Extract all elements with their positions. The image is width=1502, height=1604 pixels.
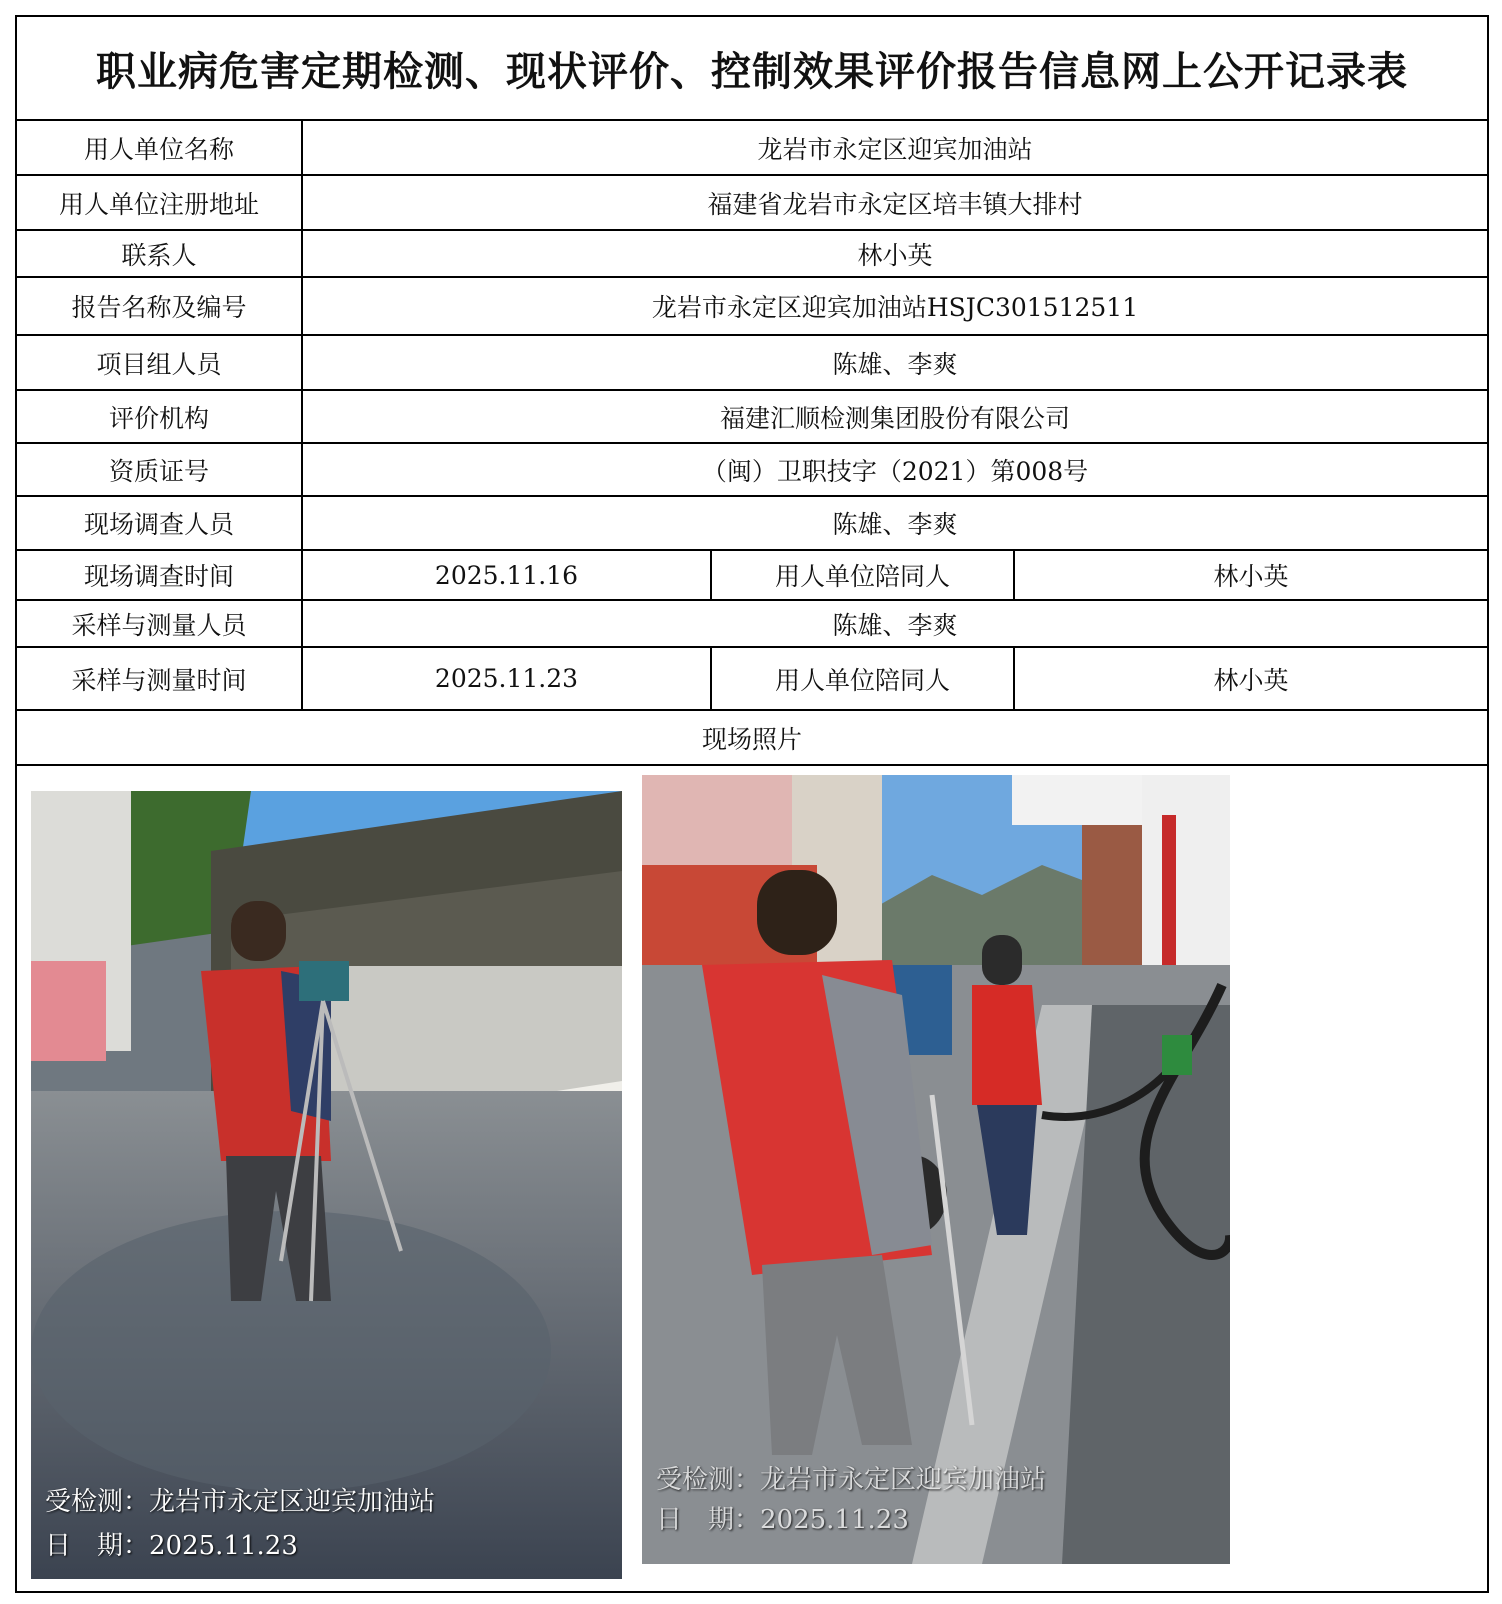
value-sampling-escort: 林小英	[1014, 647, 1487, 710]
row-survey-staff	[17, 496, 1487, 550]
row-sampling-time	[17, 647, 1487, 710]
page-title: 职业病危害定期检测、现状评价、控制效果评价报告信息网上公开记录表	[17, 17, 1487, 121]
value-survey-escort: 林小英	[1014, 550, 1487, 600]
photo-left-subject: 受检测：龙岩市永定区迎宾加油站	[45, 1487, 436, 1517]
value-contact: 林小英	[302, 230, 1487, 277]
row-employer-address	[17, 175, 1487, 230]
photo-right-subject: 受检测：龙岩市永定区迎宾加油站	[656, 1465, 1047, 1495]
value-qualification: （闽）卫职技字（2021）第008号	[302, 443, 1487, 496]
row-report	[17, 277, 1487, 335]
photos-heading: 现场照片	[17, 711, 1487, 766]
photo-left-date: 日 期：2025.11.23	[45, 1531, 298, 1561]
row-qualification	[17, 443, 1487, 496]
label-sampling-escort: 用人单位陪同人	[711, 647, 1014, 710]
row-sampling-staff	[17, 600, 1487, 647]
row-survey-time	[17, 550, 1487, 600]
row-team	[17, 335, 1487, 390]
label-report: 报告名称及编号	[17, 277, 302, 335]
site-photo-right	[642, 775, 1230, 1564]
label-survey-staff: 现场调查人员	[17, 496, 302, 550]
photo-left-scene	[31, 791, 622, 1579]
photo-right-date: 日 期：2025.11.23	[656, 1505, 909, 1535]
label-sampling-staff: 采样与测量人员	[17, 600, 302, 647]
value-survey-time: 2025.11.16	[302, 550, 711, 600]
value-agency: 福建汇顺检测集团股份有限公司	[302, 390, 1487, 443]
value-employer-address: 福建省龙岩市永定区培丰镇大排村	[302, 175, 1487, 230]
label-team: 项目组人员	[17, 335, 302, 390]
site-photo-left	[31, 791, 622, 1579]
record-sheet	[15, 15, 1489, 1593]
value-survey-staff: 陈雄、李爽	[302, 496, 1487, 550]
label-qualification: 资质证号	[17, 443, 302, 496]
row-agency	[17, 390, 1487, 443]
label-agency: 评价机构	[17, 390, 302, 443]
value-sampling-time: 2025.11.23	[302, 647, 711, 710]
label-contact: 联系人	[17, 230, 302, 277]
value-sampling-staff: 陈雄、李爽	[302, 600, 1487, 647]
info-table	[17, 121, 1487, 711]
row-employer-name	[17, 121, 1487, 175]
value-employer-name: 龙岩市永定区迎宾加油站	[302, 121, 1487, 175]
label-employer-name: 用人单位名称	[17, 121, 302, 175]
value-team: 陈雄、李爽	[302, 335, 1487, 390]
label-survey-time: 现场调查时间	[17, 550, 302, 600]
value-report: 龙岩市永定区迎宾加油站HSJC301512511	[302, 277, 1487, 335]
photo-right-scene	[642, 775, 1230, 1564]
label-employer-address: 用人单位注册地址	[17, 175, 302, 230]
row-contact	[17, 230, 1487, 277]
label-sampling-time: 采样与测量时间	[17, 647, 302, 710]
label-survey-escort: 用人单位陪同人	[711, 550, 1014, 600]
